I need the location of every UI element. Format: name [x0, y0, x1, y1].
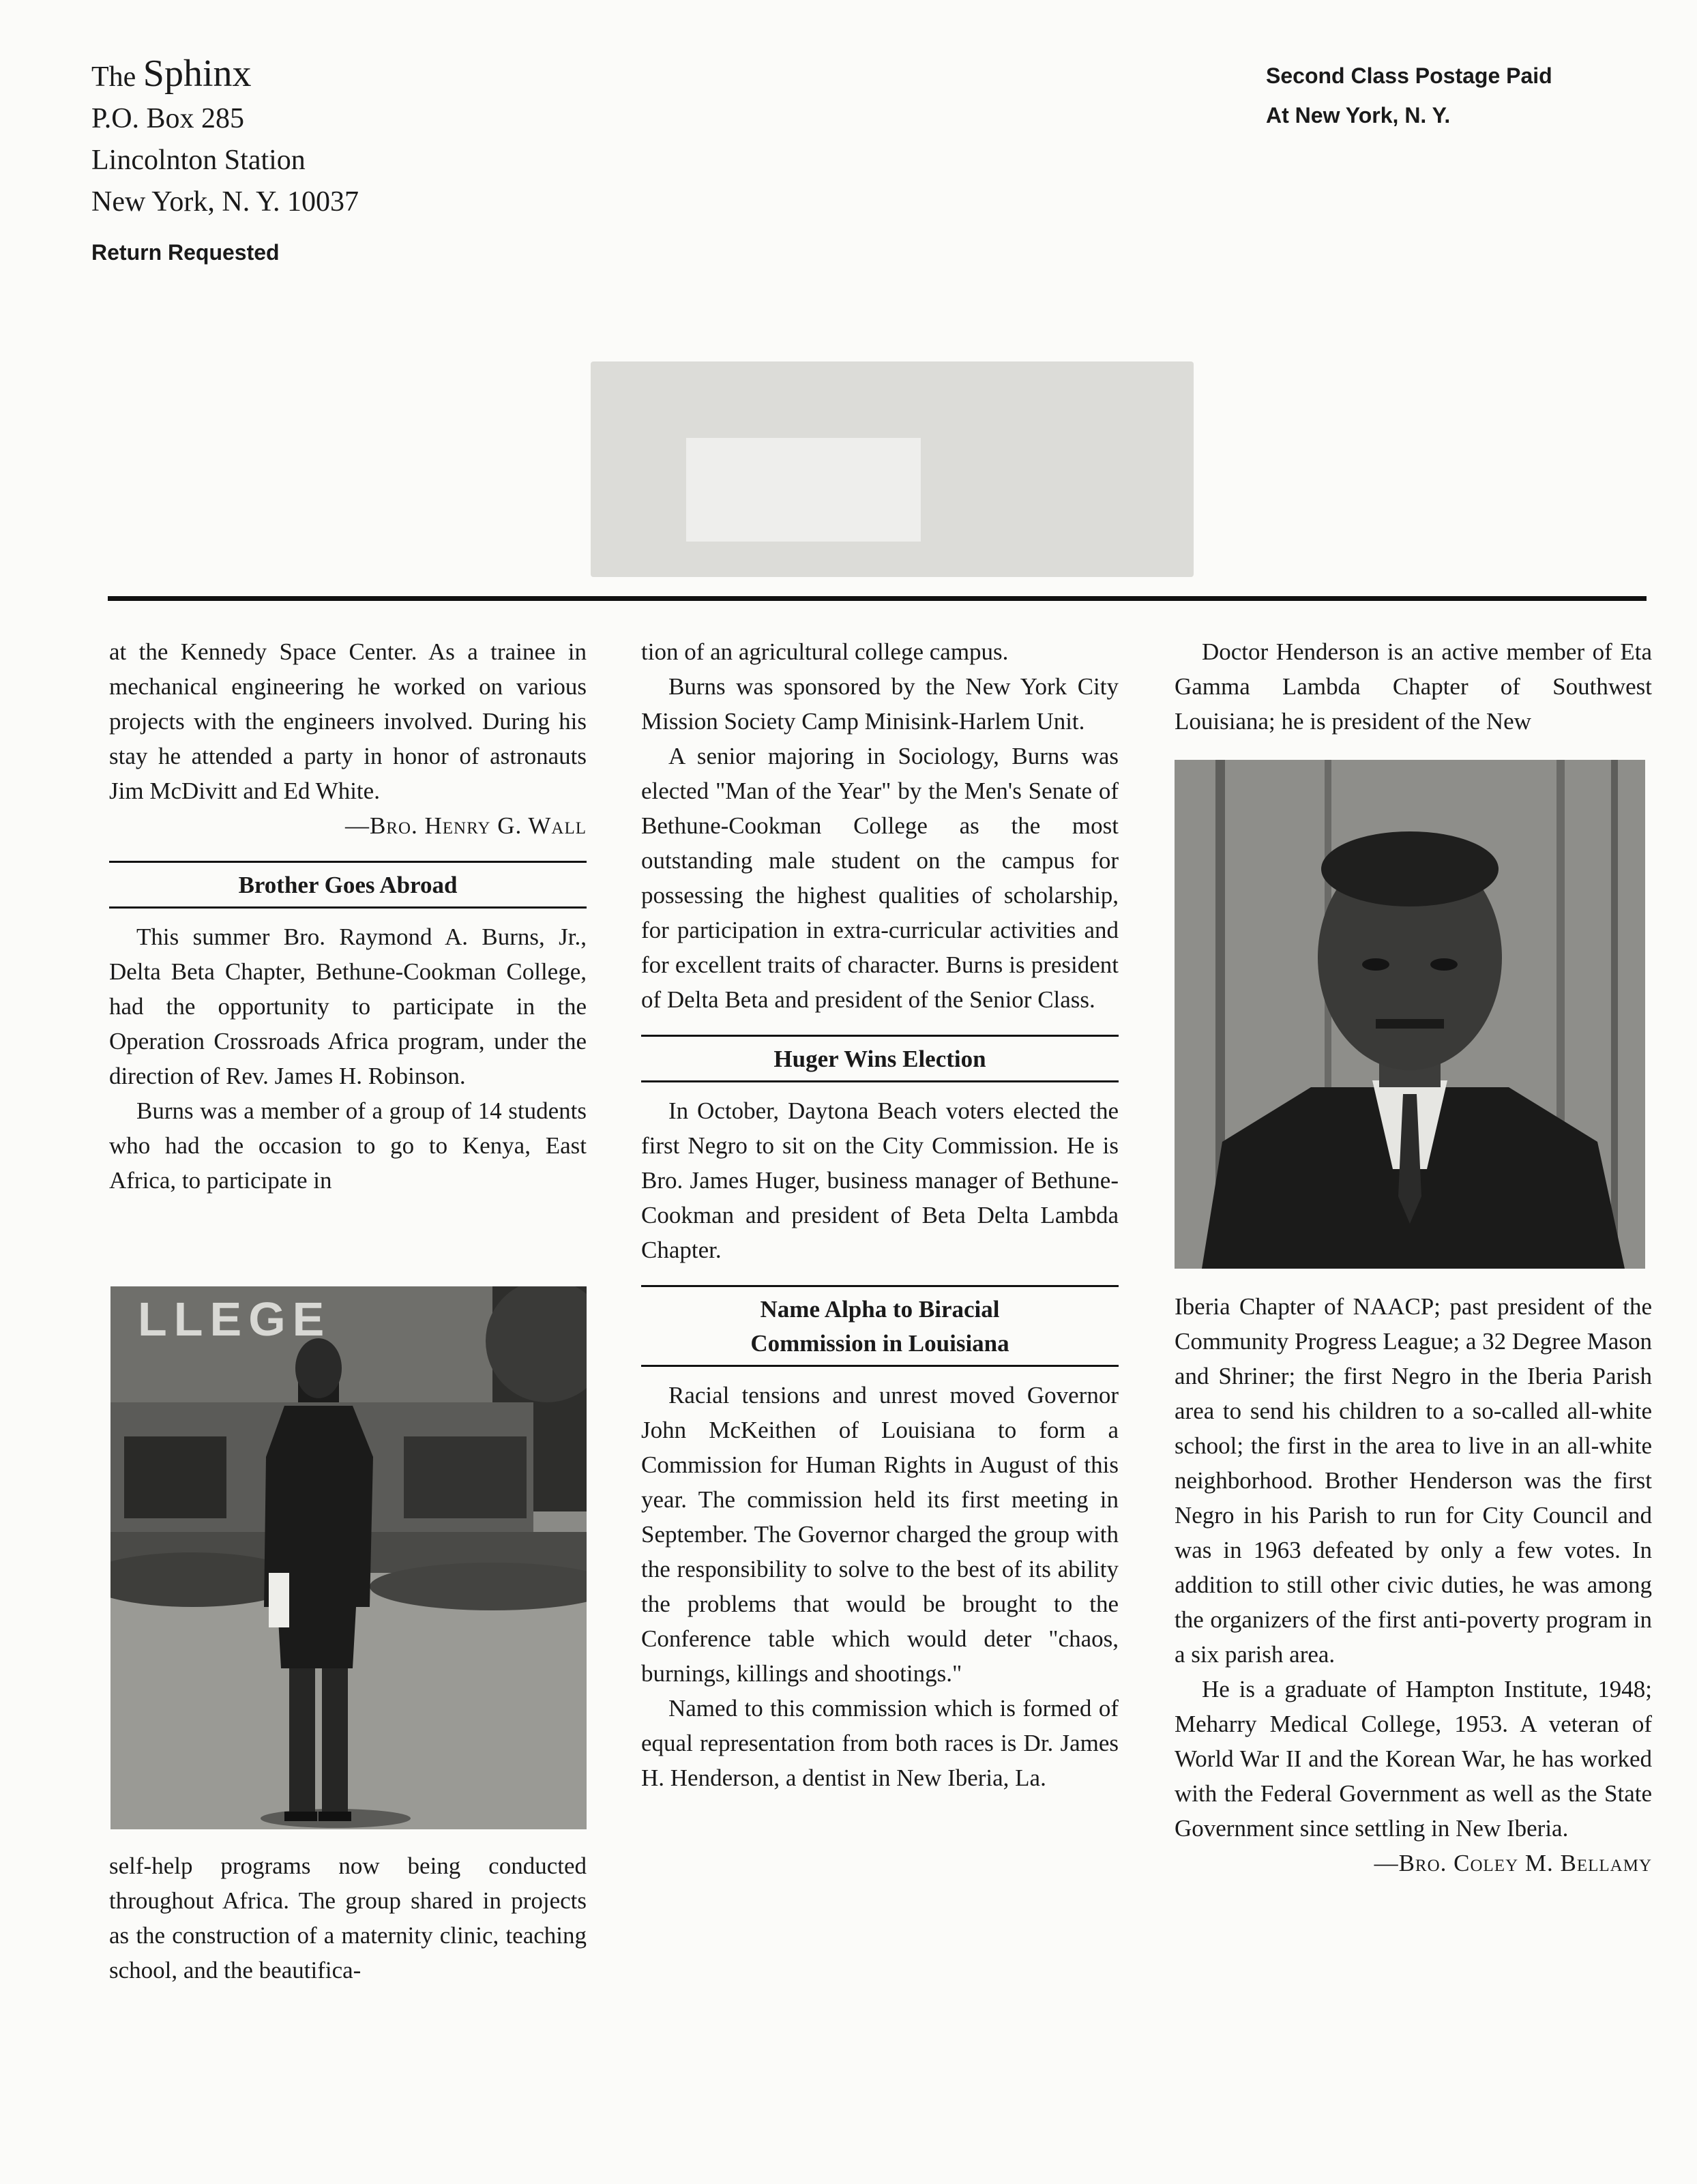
headline-huger-wins: Huger Wins Election [641, 1035, 1119, 1082]
col3-paragraph-2: Iberia Chapter of NAACP; past president of the Community Progress League; a 32 Degree Mason and Shriner; the first Negro in the Iberia Parish area to send his children to a so-called all-white school; the first in the area to live in an all-white neighborhood. Brother Henderson was the first Negro in his Parish to run for City Council and was in 1963 defeated by only a few votes. In addition to still other civic duties, he was among the organizers of the first anti-poverty program in a six parish area. [1175, 1293, 1652, 1668]
mailing-label-area [591, 361, 1194, 577]
column-1 [109, 634, 587, 1198]
column-2 [641, 634, 1119, 1795]
mailing-label-blank [686, 438, 921, 542]
col1-paragraph-2: This summer Bro. Raymond A. Burns, Jr., Delta Beta Chapter, Bethune-Cookman College, had the opportunity to participate in the Operation Crossroads Africa program, under the direction of Rev. James H. Robinson. [109, 924, 587, 1089]
publication-title [91, 53, 359, 98]
col1-paragraph-3: Burns was a member of a group of 14 students who had the occasion to go to Kenya, East Africa, to participate in [109, 1097, 587, 1194]
headline-biracial-commission [641, 1285, 1119, 1367]
headline-biracial-line-2: Commission in Louisiana [750, 1330, 1009, 1357]
photo-burns-image [110, 1286, 587, 1829]
postage-indicia [1266, 56, 1552, 135]
col3-paragraph-3: He is a graduate of Hampton Institute, 1948; Meharry Medical College, 1953. A veteran of World War II and the Korean War, he has worked with the Federal Government as well as the State Government since settling in New Iberia. [1175, 1676, 1652, 1842]
address-line-2: Lincolnton Station [91, 145, 306, 176]
photo-burns [110, 1286, 587, 1829]
mailer-address-block [91, 53, 359, 223]
byline-wall: —Bro. Henry G. Wall [344, 812, 587, 839]
col2-paragraph-1: tion of an agricultural college campus. [641, 638, 1009, 665]
photo-henderson [1175, 760, 1645, 1269]
col3-paragraph-1: Doctor Henderson is an active member of Eta Gamma Lambda Chapter of Southwest Louisiana; he is president of the New [1175, 638, 1652, 735]
title-prefix: The [91, 61, 136, 93]
headline-biracial-line-1: Name Alpha to Biracial [760, 1296, 1000, 1323]
headline-brother-goes-abroad: Brother Goes Abroad [109, 861, 587, 909]
address-line-1: P.O. Box 285 [91, 103, 245, 134]
return-requested: Return Requested [91, 240, 280, 265]
column-1-continued [109, 1848, 587, 1988]
col2-paragraph-5: Racial tensions and unrest moved Governor John McKeithen of Louisiana to form a Commission for Human Rights in August of this year. The commission held its first meeting in September. The Governor charged the group with the responsibility to solve to the best of its ability the problems that would be brought to the Conference table which would deter "chaos, burnings, killings and shootings." [641, 1382, 1119, 1687]
col2-paragraph-4: In October, Daytona Beach voters elected the first Negro to sit on the City Commission. He is Bro. James Huger, business manager of Bethune-Cookman and president of Beta Delta Lambda Chapter. [641, 1097, 1119, 1263]
col2-paragraph-2: Burns was sponsored by the New York City Mission Society Camp Minisink-Harlem Unit. [641, 673, 1119, 735]
col1-paragraph-4: self-help programs now being conducted throughout Africa. The group shared in projects as the construction of a maternity clinic, teaching school, and the beautifica- [109, 1853, 587, 1983]
postage-line-2: At New York, N. Y. [1266, 103, 1451, 128]
header-divider [108, 596, 1647, 601]
column-3-continued [1175, 1289, 1652, 1880]
col2-paragraph-3: A senior majoring in Sociology, Burns was elected "Man of the Year" by the Men's Senate of Bethune-Cookman College as the most outstanding male student on the campus for possessing the highest qualities of scholarship, for participation in extra-curricular activities and for excellent traits of character. Burns is president of Delta Beta and president of the Senior Class. [641, 743, 1119, 1013]
col1-paragraph-1: at the Kennedy Space Center. As a trainee in mechanical engineering he worked on various projects with the engineers involved. During his stay he attended a party in honor of astronauts Jim McDivitt and Ed White. [109, 638, 587, 804]
column-3 [1175, 634, 1652, 739]
photo-building-sign: LLEGE [138, 1293, 331, 1346]
title-name: Sphinx [143, 53, 252, 95]
byline-bellamy: —Bro. Coley M. Bellamy [1374, 1850, 1652, 1876]
address-line-3: New York, N. Y. 10037 [91, 186, 359, 218]
col2-paragraph-6: Named to this commission which is formed of equal representation from both races is Dr. James H. Henderson, a dentist in New Iberia, La. [641, 1695, 1119, 1791]
postage-line-1: Second Class Postage Paid [1266, 63, 1552, 88]
photo-henderson-image [1175, 760, 1645, 1269]
